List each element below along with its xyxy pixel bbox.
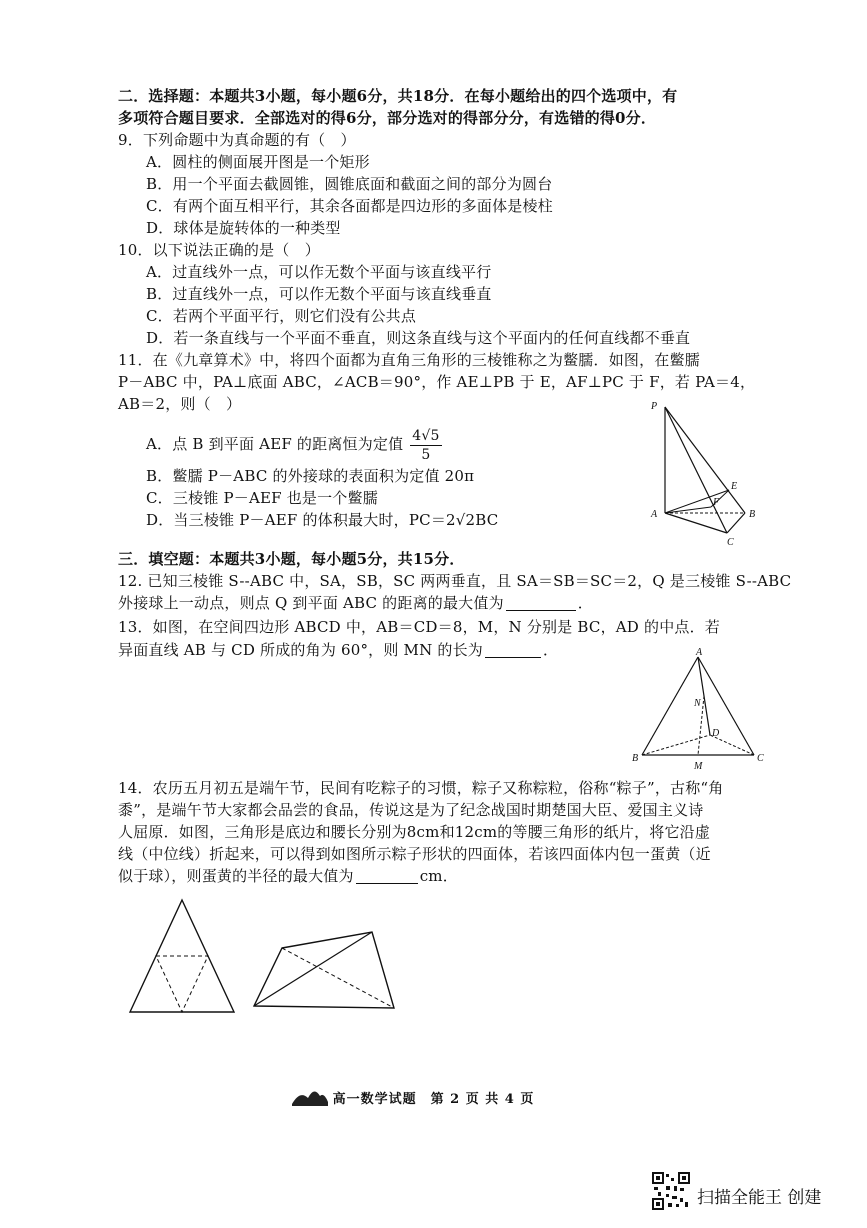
q14-answer-blank[interactable] bbox=[356, 869, 418, 884]
q14-line4: 线（中位线）折起来，可以得到如图所示粽子形状的四面体，若该四面体内包一蛋黄（近 bbox=[118, 845, 711, 863]
q13-line2-end: ． bbox=[543, 641, 559, 659]
section2-title-cont: 多项符合题目要求．全部选对的得6分，部分选对的得部分分，有选错的得0分． bbox=[118, 109, 657, 127]
q11-label-b: B bbox=[749, 509, 756, 520]
q12-line2-end: ． bbox=[577, 594, 593, 612]
q13-label-m: M bbox=[694, 761, 703, 772]
q13-line1: 13．如图，在空间四边形 ABCD 中，AB＝CD＝8，M，N 分别是 BC，AD 的中点．若 bbox=[118, 618, 720, 636]
q11-option-a-numerator: 4√5 bbox=[412, 427, 440, 444]
q11-label-e: E bbox=[731, 481, 738, 492]
q10-option-b: B．过直线外一点，可以作无数个平面与该直线垂直 bbox=[146, 285, 492, 303]
watermark-text: 扫描全能王 创建 bbox=[697, 1188, 822, 1208]
q13-label-a: A bbox=[696, 647, 703, 658]
q13-quadrilateral-figure bbox=[632, 645, 767, 770]
q10-option-d: D．若一条直线与一个平面不垂直，则这条直线与这个平面内的任何直线都不垂直 bbox=[146, 329, 691, 347]
q11-label-a: A bbox=[651, 509, 658, 520]
q14-line3: 人屈原．如图，三角形是底边和腰长分别为8cm和12cm的等腰三角形的纸片，将它沿虚 bbox=[118, 823, 711, 841]
qr-code-icon bbox=[652, 1172, 690, 1210]
section2-title: 二．选择题：本题共3小题，每小题6分，共18分．在每小题给出的四个选项中，有 bbox=[118, 87, 678, 105]
q12-line1: 12. 已知三棱锥 S--ABC 中，SA，SB，SC 两两垂直，且 SA＝SB＝SC＝2，Q 是三棱锥 S--ABC bbox=[118, 572, 792, 590]
q9-option-a: A．圆柱的侧面展开图是一个矩形 bbox=[146, 153, 370, 171]
q11-line2: P－ABC 中，PA⊥底面 ABC，∠ACB＝90°，作 AE⊥PB 于 E，AF⊥PC 于 F，若 PA＝4， bbox=[118, 373, 756, 391]
q11-option-c: C．三棱锥 P－AEF 也是一个鳖臑 bbox=[146, 489, 378, 507]
q14-line2: 黍”，是端午节大家都会品尝的食品，传说这是为了纪念战国时期楚国大臣、爱国主义诗 bbox=[118, 801, 704, 819]
q9-option-c: C．有两个面互相平行，其余各面都是四边形的多面体是棱柱 bbox=[146, 197, 553, 215]
q13-line2 bbox=[118, 640, 558, 660]
q12-line2-text: 外接球上一动点，则点 Q 到平面 ABC 的距离的最大值为 bbox=[118, 594, 504, 612]
q11-option-a-text: A．点 B 到平面 AEF 的距离恒为定值 bbox=[146, 435, 404, 453]
q11-option-a-denominator: 5 bbox=[421, 446, 431, 463]
q12-line2 bbox=[118, 593, 593, 613]
q13-label-c: C bbox=[757, 753, 764, 764]
q9-option-d: D．球体是旋转体的一种类型 bbox=[146, 219, 341, 237]
q14-line5-end: cm． bbox=[419, 867, 458, 885]
footer-page-info: 高一数学试题 第 2 页 共 4 页 bbox=[332, 1092, 535, 1107]
q12-answer-blank[interactable] bbox=[506, 596, 576, 611]
q14-tetrahedron-figure bbox=[252, 930, 402, 1012]
q13-label-b: B bbox=[632, 753, 639, 764]
q11-option-b: B．鳖臑 P－ABC 的外接球的表面积为定值 20π bbox=[146, 467, 475, 485]
q11-line3: AB＝2，则（ ） bbox=[118, 395, 242, 413]
q10-option-a: A．过直线外一点，可以作无数个平面与该直线平行 bbox=[146, 263, 492, 281]
q14-line1: 14．农历五月初五是端午节，民间有吃粽子的习惯，粽子又称粽粒，俗称“粽子”，古称“角 bbox=[118, 779, 724, 797]
q11-option-a bbox=[146, 424, 442, 464]
section3-title: 三．填空题：本题共3小题，每小题5分，共15分． bbox=[118, 550, 465, 568]
q14-line5-text: 似于球），则蛋黄的半径的最大值为 bbox=[118, 867, 354, 885]
q9-option-b: B．用一个平面去截圆锥，圆锥底面和截面之间的部分为圆台 bbox=[146, 175, 553, 193]
q13-label-n: N bbox=[694, 698, 701, 709]
q11-label-f: F bbox=[713, 497, 720, 508]
q11-label-p: P bbox=[651, 401, 658, 412]
q11-option-d: D．当三棱锥 P－AEF 的体积最大时，PC＝2√2BC bbox=[146, 511, 499, 529]
q11-label-c: C bbox=[727, 537, 734, 548]
q14-triangle-figure bbox=[128, 898, 248, 1016]
q13-answer-blank[interactable] bbox=[485, 643, 541, 658]
q14-line5 bbox=[118, 866, 458, 886]
q11-line1: 11．在《九章算术》中，将四个面都为直角三角形的三棱锥称之为鳖臑．如图，在鳖臑 bbox=[118, 351, 700, 369]
q13-line2-text: 异面直线 AB 与 CD 所成的角为 60°，则 MN 的长为 bbox=[118, 641, 484, 659]
q13-label-d: D bbox=[712, 728, 720, 739]
q11-tetrahedron-figure bbox=[645, 395, 760, 548]
q11-option-a-fraction bbox=[410, 427, 441, 464]
q10-option-c: C．若两个平面平行，则它们没有公共点 bbox=[146, 307, 417, 325]
q10-stem: 10．以下说法正确的是（ ） bbox=[118, 241, 320, 259]
q9-stem: 9．下列命题中为真命题的有（ ） bbox=[118, 131, 356, 149]
